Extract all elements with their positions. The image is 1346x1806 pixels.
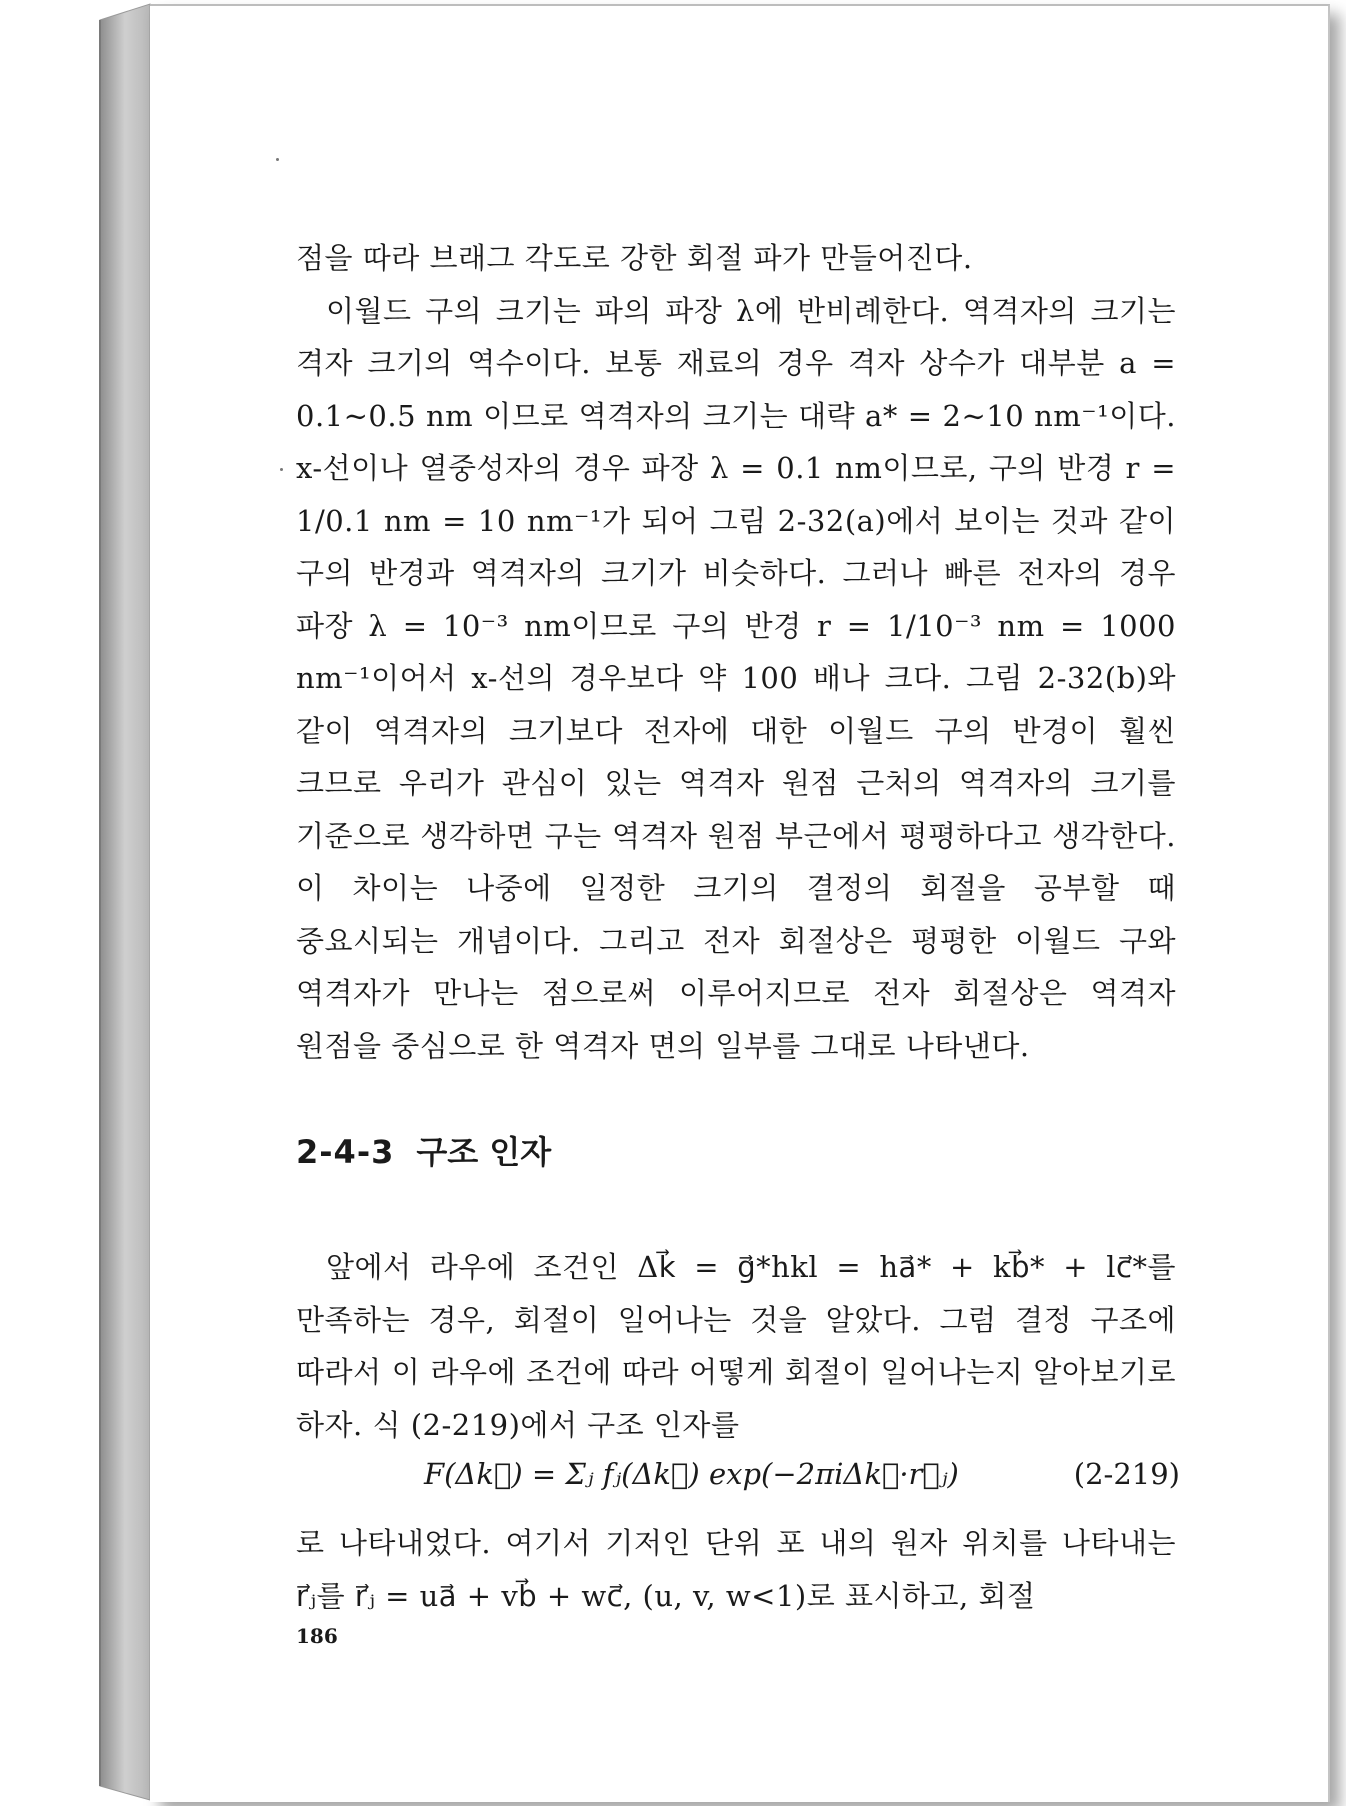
paragraph-ewald-sphere: 이월드 구의 크기는 파의 파장 λ에 반비례한다. 역격자의 크기는 격자 크기의 역수이다. 보통 재료의 경우 격자 상수가 대부분 a = 0.1∼0.5 nm 이므로 역격자의 크기는 대략 a* = 2∼10 nm⁻¹이다. x-선이나 열중성자의 경우 파장 λ = 0.1 nm이므로, 구의 반경 r = 1/0.1 nm = 10 nm⁻¹가 되어 그림 2-32(a)에서 보이는 것과 같이 구의 반경과 역격자의 크기가 비슷하다. 그러나 빠른 전자의 경우 파장 λ = 10⁻³ nm이므로 구의 반경 r = 1/10⁻³ nm = 1000 nm⁻¹이어서 x-선의 경우보다 약 100 배나 크다. 그림 2-32(b)와 같이 역격자의 크기보다 전자에 대한 이월드 구의 반경이 훨씬 크므로 우리가 관심이 있는 역격자 원점 근처의 역격자의 크기를 기준으로 생각하면 구는 역격자 원점 부근에서 평평하다고 생각한다. 이 차이는 나중에 일정한 크기의 결정의 회절을 공부할 때 중요시되는 개념이다. 그리고 전자 회절상은 평평한 이월드 구와 역격자가 만나는 점으로써 이루어지므로 전자 회절상은 역격자 원점을 중심으로 한 역격자 면의 일부를 그대로 나타낸다.	[296, 293, 1176, 1063]
equation-2-219	[296, 1451, 1180, 1517]
page-content	[296, 232, 1180, 1622]
scan-speck	[276, 158, 279, 161]
section-title: 구조 인자	[416, 1133, 552, 1171]
paragraph-continuation: 점을 따라 브래그 각도로 강한 회절 파가 만들어진다.	[296, 241, 973, 275]
section-heading	[296, 1127, 1176, 1173]
paragraph-laue-condition: 앞에서 라우에 조건인 Δk⃗ = g⃗*hkl = ha⃗* + kb⃗* + lc⃗*를 만족하는 경우, 회절이 일어나는 것을 알았다. 그럼 결정 구조에 따라서 이 라우에 조건에 따라 어떻게 회절이 일어나는지 알아보기로 하자. 식 (2-219)에서 구조 인자를	[296, 1250, 1176, 1442]
paragraph-atom-positions: 로 나타내었다. 여기서 기저인 단위 포 내의 원자 위치를 나타내는 r⃗ⱼ를 r⃗ⱼ = ua⃗ + vb⃗ + wc⃗, (u, v, w<1)로 표시하고, 회절	[296, 1526, 1176, 1613]
equation-number: (2-219)	[1073, 1457, 1180, 1491]
equation-body: F(Δk⃗) = Σⱼ fⱼ(Δk⃗) exp(−2πiΔk⃗·r⃗ⱼ)	[424, 1457, 959, 1491]
scan-speck	[280, 468, 283, 471]
section-number: 2-4-3	[296, 1133, 395, 1171]
page-number: 186	[296, 1624, 338, 1648]
